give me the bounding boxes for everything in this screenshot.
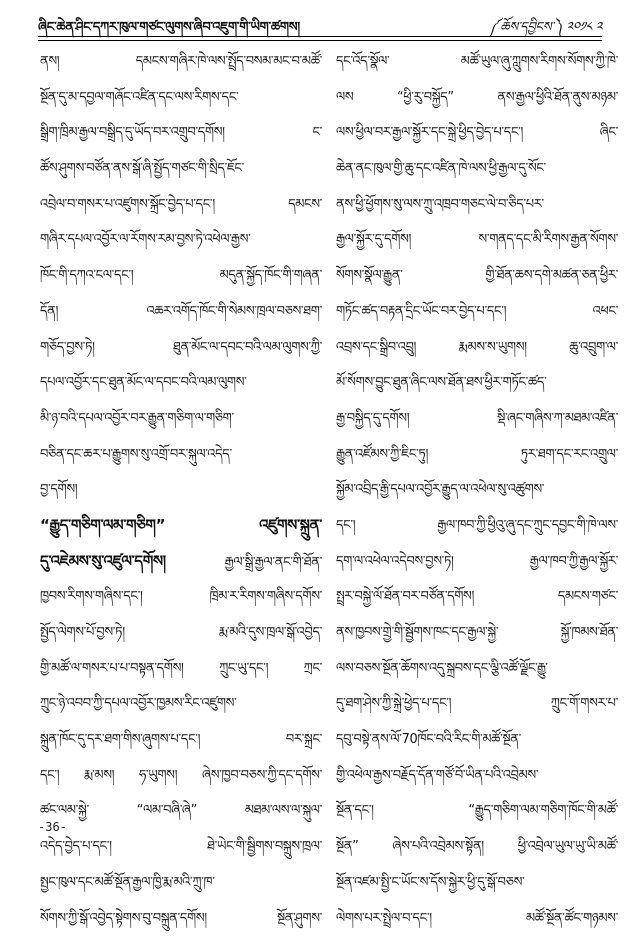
text-line: ཚང་ལམ་སྐྱེ་ “ལམ་བཞི་ཞེ” མཐམ་ལས་ལ་སྐུལ་ xyxy=(40,793,322,829)
text-line: སྒྲིག་ཁྲིམ་རྒྱལ་བསྒྲིད་དུ་ཡོད་བར་འགྲུབ་དགོས། ང་ xyxy=(40,115,322,151)
text-line: སྔོན་དུ་མ་དབྱལ་གཞོང་འཛིན་དང་ལས་རིགས་དང་ xyxy=(40,80,322,116)
text-line: དང་། རྒྱལ་ཁབ་ཀྱི་ཕྱིའུ་ཞུ་དང་ཀྲུང་དབྱང་གི་ཁེ་ལས་ xyxy=(336,508,618,544)
right-column xyxy=(336,44,618,936)
text-line: ལས་བཅས་སྔོན་ཆོགས་འདུ་སྐྲབས་དང་ལྕི་འཚོ་ལྗོང་རྒྱུ་ xyxy=(336,651,618,687)
text-line: ཁྱབས་རིགས་གཞིས་དང་། ཁྲིམ་ར་རིགས་གཞིས་དགོས་ xyxy=(40,579,322,615)
text-line: སྔོན” ཞེས་པའི་འབྲེམས་སྟོན། ཕྱི་འབྲེལ་ཡུལ་ཡུ་ཡི་མཚོ་ xyxy=(336,829,618,865)
page-number: -36- xyxy=(38,820,67,834)
text-line: འབྲས་དང་སྒྲིབ་འབྲུ། རྨམས་ས་ཡུགས། ཆུ་འབྲུག་ལ་ xyxy=(336,330,618,366)
text-line: གྱི་འཕེལ་རྒྱས་བརྗོད་དོན་གཙོ་བོ་ཡིན་པའི་འབྲེམས་ xyxy=(336,758,618,794)
text-line: དབུ་བསྟེ་ནས་ལོ་70ཁོང་བའི་རིང་གི་མཚོ་སྔོན་ xyxy=(336,722,618,758)
text-line: བཅིན་དང་ཆར་པ་རྒྱུགས་སུ་འགྲོ་བར་སྐུལ་འདེད་ xyxy=(40,437,322,473)
text-line: ཚོས་ཤུགས་བཙོན་ནས་སྒོ་ཞི་སྤྱོད་གཙང་གི་སྲིད་ཇོང་ xyxy=(40,151,322,187)
text-line: རྒྱལ་སྐྱོར་དུ་དགོས། ས་གནད་དང་མི་རིགས་རྒྱན་སོགས་ xyxy=(336,222,618,258)
text-line: ནས་ཁྱབས་གྲྱེ་གི་སྦྱོགས་ཁང་དང་རྒྱལ་སྐྱེ་ སྐྱོ་ཁམས་ཐོན་ xyxy=(336,615,618,651)
text-line: ཁོང་གི་དཀའ་ངལ་དང་། མདུན་སྐྱོད་ཁོང་གི་གཞན་ xyxy=(40,258,322,294)
text-line: དང་འོད་སྣོལ་ མཚོ་ཡུལ་ཞུ་ཀླུགས་རིགས་སོགས་ཀྱི་ཁེ་ xyxy=(336,44,618,80)
text-line: སྔོན་འཛམ་སྤྱི་ང་ཡོང་ས་དོས་སྐྱེར་ཕྱི་དུ་སྒོ་བཅས་ xyxy=(336,865,618,901)
running-header xyxy=(38,12,602,36)
text-run: རྒྱལ་སྒྲི་རྒྱལ་ནང་གི་ཐོན་ xyxy=(166,555,322,570)
text-line: འདེད་བྱེད་པ་དང་། ཐེ་ཡེང་གི་སྦྱིགས་བསྐྲུས་ཁྲལ་ xyxy=(40,829,322,865)
text-line: ཀྲུང་ཉེ་འབབ་ཀྱི་དཔལ་འབྱོར་ཁྱམས་རིང་འཛུགས་ xyxy=(40,686,322,722)
text-line: དང་། རྨ་མས། ཧ་ཡུགས། ཞེས་ཁྱབ་བཅས་ཀྱི་དང་དགོས་ xyxy=(40,758,322,794)
text-line: འབྲེལ་བ་གསར་པ་འཛུགས་སྐྲོང་བྱེད་པ་དང་། དམངས་ xyxy=(40,187,322,223)
text-line: སྐྱོམ་འབྲིད་རྒྱི་དཔལ་འབྱོར་རྒྱུད་ལ་འཕེལ་སུ་འཚུགས་ xyxy=(336,472,618,508)
text-line: སྤྲར་བསྐྱེ་ལོ་ཐོན་བར་བཙོན་དགོས། དམངས་གཙང་ xyxy=(336,579,618,615)
text-line: སྔོན་དང་། “རྒྱུད་གཅིག་ལམ་གཅིག་ཁོང་གི་མཚོ་ xyxy=(336,793,618,829)
text-line: གཅོད་བྱས་ཏེ། ཐུན་མོང་ལ་དབང་བའི་ལམ་ལུགས་ཀྱི་ xyxy=(40,330,322,366)
text-line: དུ་ཐག་ཤེས་ཀྱི་སྐྲེ་ཕྱེད་པ་དང་། ཀྲུང་གོ་གསར་པ་ xyxy=(336,686,618,722)
text-line: སོགས་ཀྱི་སྒོ་འབྱེད་སྟེགས་བུ་བསྐྲུན་དགོས། སྔོན་ཤུགས་ xyxy=(40,901,322,936)
text-line: ཆེན་ནང་ཁུལ་གྱི་ཆུ་དང་འཛིན་ཁེ་ལས་ཕྱི་རྒྱལ་དུ་སོང་ xyxy=(336,151,618,187)
text-line: རྒྱ་བསྐྱིད་དུ་དགོས། སྡི་ཞང་གཞིས་ཀ་མཐམ་འཛིན་ xyxy=(336,401,618,437)
section-heading-line xyxy=(40,544,322,580)
text-line: སོགས་སྣོལ་རྒྱུན་ གྱི་ཐོན་ཆས་དགེ་མཚན་ཅན་ཕྱིར་ xyxy=(336,258,618,294)
text-line: དག་ལ་འཕེལ་འདེབས་བྱས་ཏེ། རྒྱལ་ཁབ་ཀྱི་རྒྱལ་སྐྱོར་ xyxy=(336,544,618,580)
text-line: སྤྱོད་ལེགས་པོ་བྱས་ཏེ། རྨ་མའི་དུས་ཁྲལ་སྒོ་འབྱེད་ xyxy=(40,615,322,651)
text-line: སྐྲུན་ཁོང་དུ་དར་ཐག་གིས་ཞུགས་པ་དང་། བར་སྐྲང་ xyxy=(40,722,322,758)
journal-title: ཞིང་ཆེན་ཤིང་དཀར་ཁུལ་གཙང་ལུགས་ཞིབ་འཇུག་གི་ཡིག་ཚགས། xyxy=(38,12,300,49)
text-line: ལས་ཕྱིལ་བར་རྒྱལ་སྐྱོར་དང་སྐྲེ་ཕྱིད་བྱེད་པ་དང་། ཞིང་ xyxy=(336,115,618,151)
issue-label: ༼ཆོས་དབྱིངས་༽ ༢༠༡༨ ༢ xyxy=(489,12,602,49)
text-line: ལེགས་པར་སྤྲེལ་བ་དང་། མཚོ་སྔོན་ཚོང་གཉམས་ xyxy=(336,901,618,936)
section-heading-cont: དུ་འཇེམས་སུ་འཛུལ་དགོས། xyxy=(40,552,166,570)
text-line: མི་ཉ་བའི་དཔལ་འབྱོར་བར་རྒྱུན་གཅིག་ལ་གཅིག་ xyxy=(40,401,322,437)
text-line: བྱ་དགོས། xyxy=(40,472,322,508)
text-line: མོ་སོགས་བྱུང་ཐུན་ཞིང་ལས་ཐོན་ཐས་ཕྱིར་གཏོང་ཚད་ xyxy=(336,365,618,401)
text-line: ལས “ཕྱི་རུ་བསྐྱོད” ནས་རྒྱལ་ཕྱིའི་ཐོན་ནུས་མཉམ་ xyxy=(336,80,618,116)
text-line: གཞིར་དཔལ་འབྱོར་ལ་རོགས་རམ་བྱས་ཏེ་འཕེལ་རྒྱས་ xyxy=(40,222,322,258)
text-line: གཏོང་ཚད་བརྟན་དྲིང་ཡོང་བར་བྱེད་པ་དང་། འཕང་ xyxy=(336,294,618,330)
header-rule xyxy=(38,36,602,41)
text-line: ནས། དམངས་གཞིར་ཁེ་ལས་སྤྲོད་བསམ་མང་བ་མཚོ་ xyxy=(40,44,322,80)
text-line: གྱི་མཚོ་ལ་གསར་པ་པ་བསྟན་དགོས། ཀྲུང་ཡུ་དང་། ཀྲང་ xyxy=(40,651,322,687)
text-line: སྤྱང་ཁུལ་དང་མཚོ་སྔོན་རྒྱལ་ཁྱི་རྨ་མའི་ཀྲུ་ཁ་ xyxy=(40,865,322,901)
text-line: དཔལ་འབྱོར་དང་ཐུན་མོང་ལ་དབང་བའི་ལམ་ལུགས་ xyxy=(40,365,322,401)
text-line: རྒྱུན་འཛོམས་ཀྱི་ཇིང་ཏུ། ཏུར་ཐག་དང་རང་འགྲུལ་ xyxy=(336,437,618,473)
section-heading: “རྒྱུད་གཅིག་ལམ་གཅིག” འཛུགས་སྐྲུན་ xyxy=(40,508,322,544)
left-column xyxy=(40,44,322,936)
text-line: དོན། འཆར་འགོད་ཁོང་གི་སེམས་ཁྲལ་བཅས་ཐག་ xyxy=(40,294,322,330)
text-line: ནས་ཕྱི་ཕྱོགས་སུ་ལས་ཀྲུ་འཁྲབ་གཅང་ལེ་བ་ཅིད་པར་ xyxy=(336,187,618,223)
